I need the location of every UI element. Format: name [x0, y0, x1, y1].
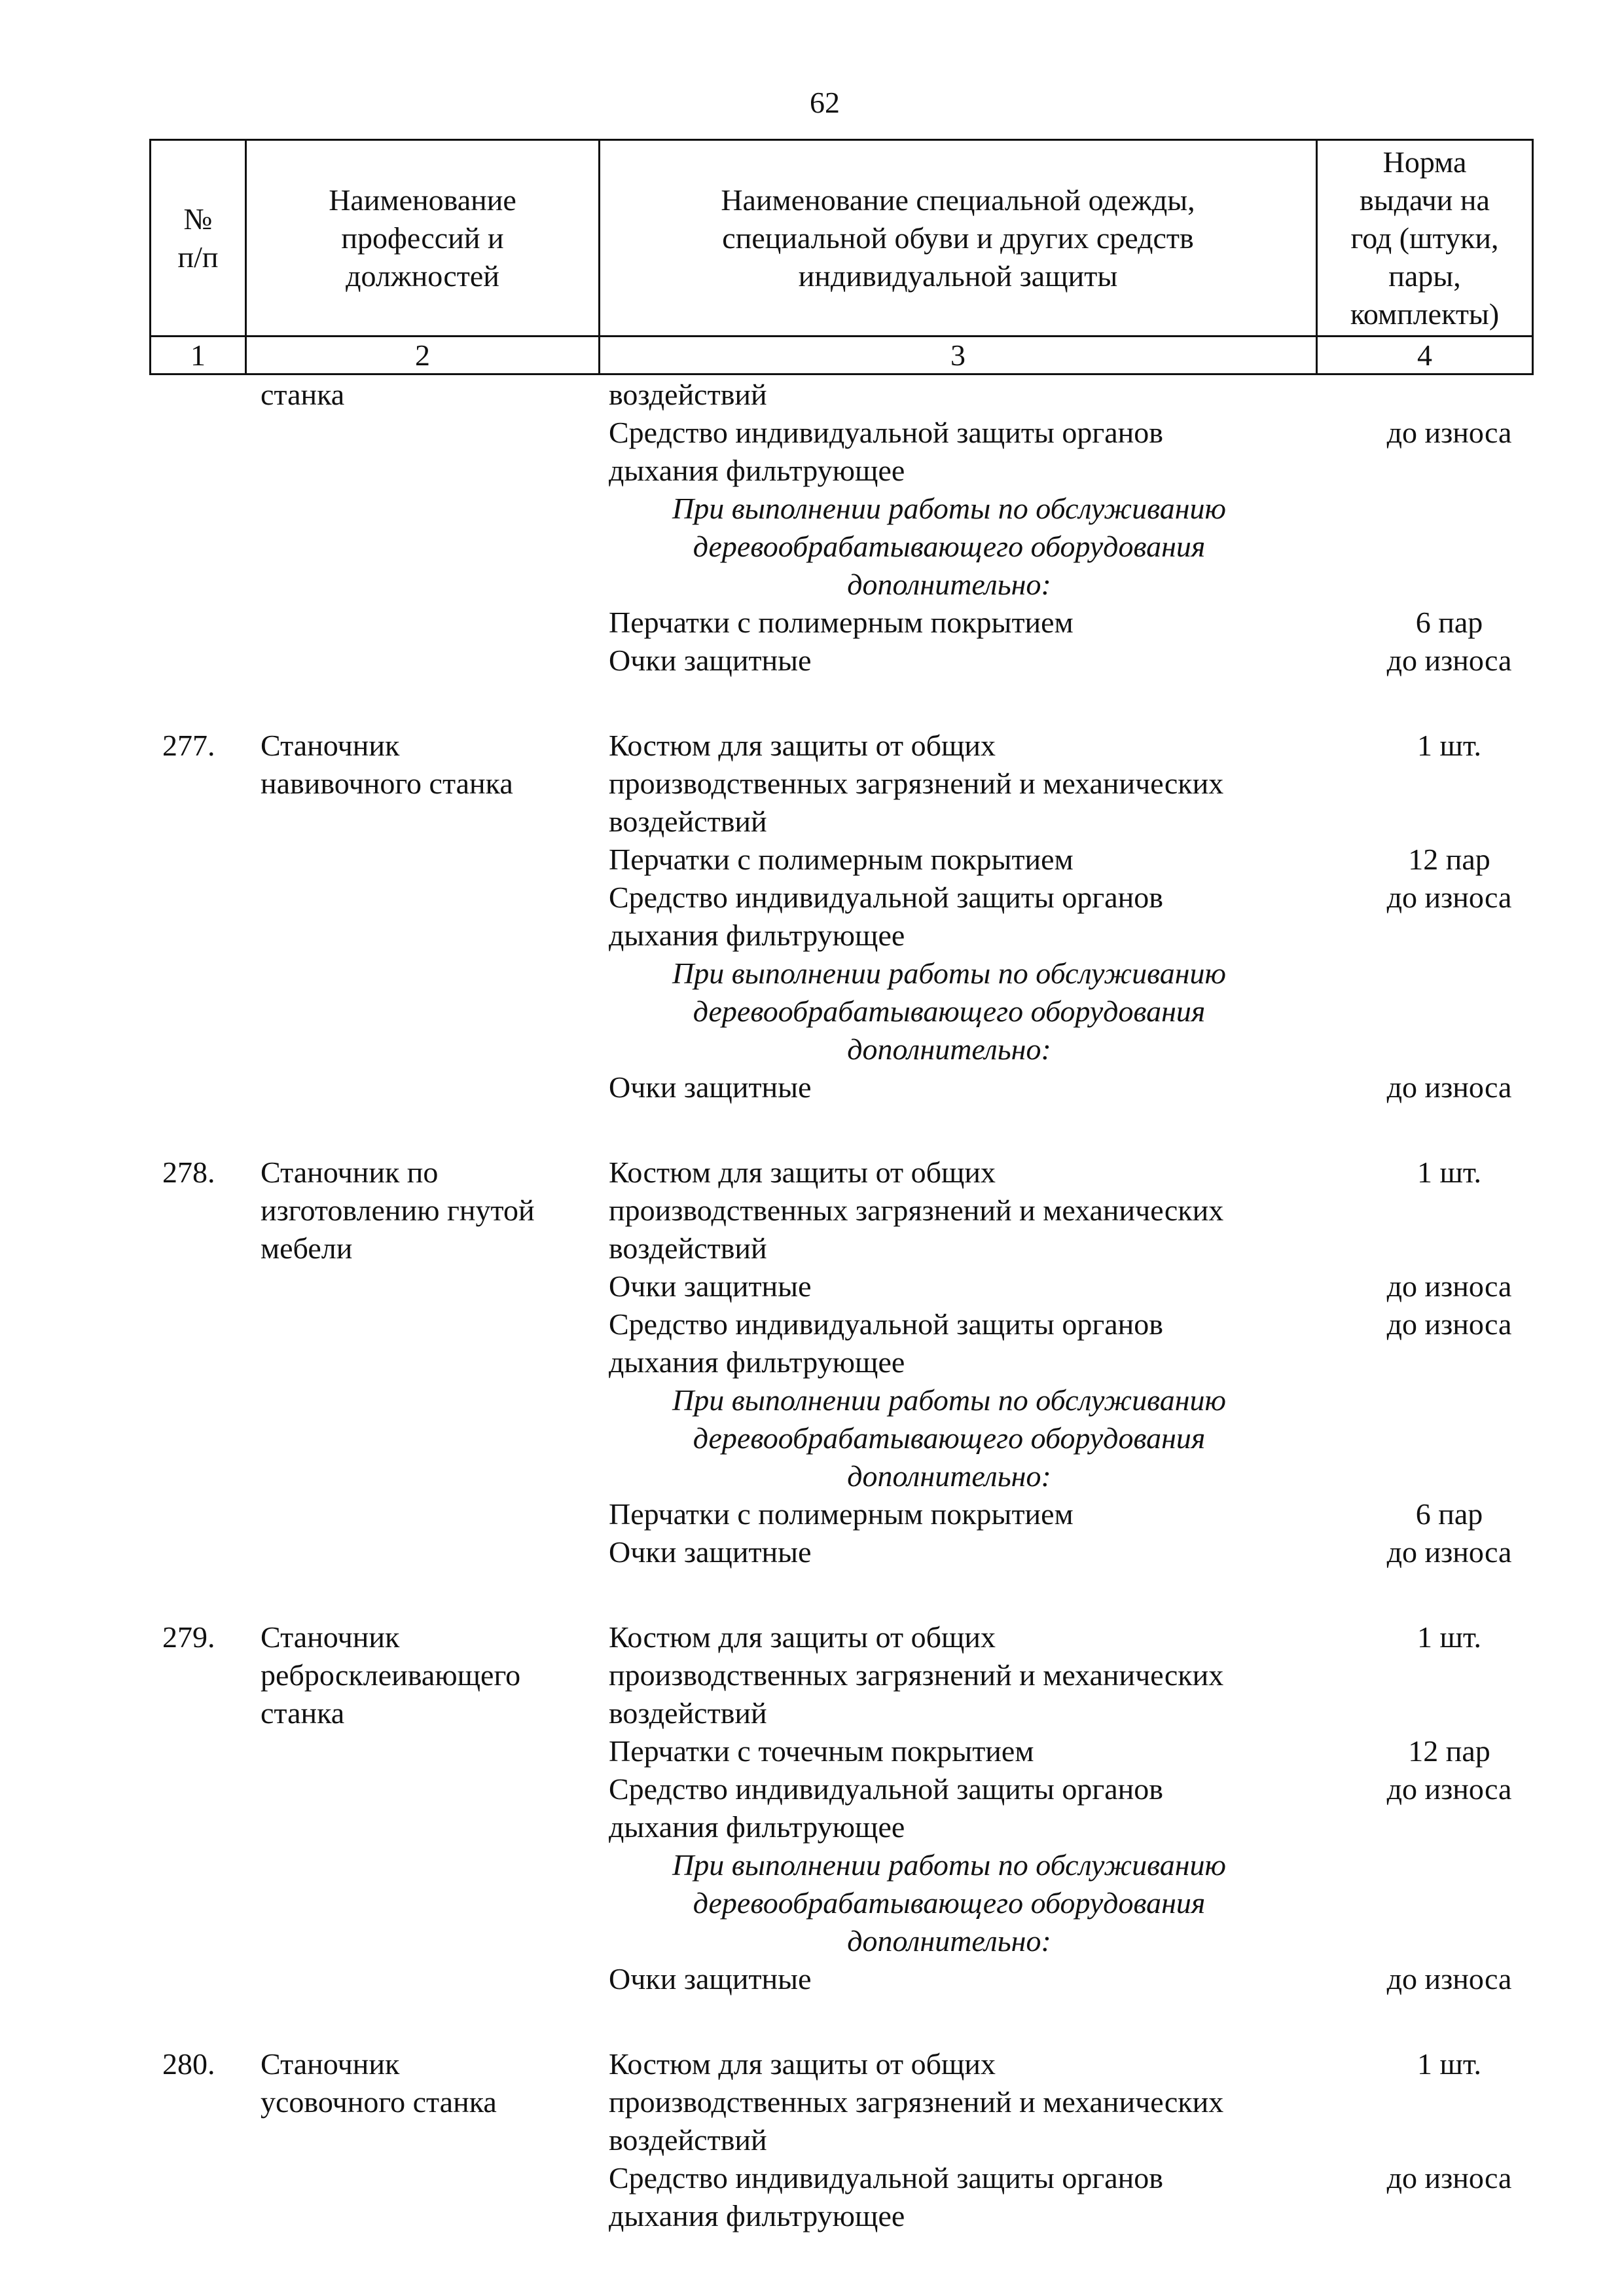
- row-number: 277.: [162, 729, 215, 762]
- header-profession: [246, 140, 600, 337]
- list-item: [609, 1770, 1512, 1846]
- item-name: Средство индивидуальной защиты органов дыхания фильтрующее: [609, 1772, 1163, 1844]
- row-number: 279.: [162, 1620, 215, 1654]
- item-name: Костюм для защиты от общих производственных загрязнений и механических воздействий: [609, 729, 1224, 838]
- list-item: [609, 1618, 1482, 1732]
- table-row: [0, 1618, 1624, 1998]
- list-item: [609, 1068, 1512, 1106]
- header-equipment: [600, 140, 1317, 337]
- item-name: Средство индивидуальной защиты органов дыхания фильтрующее: [609, 1307, 1163, 1379]
- column-number-1: 1: [151, 337, 246, 374]
- item-norm: 1 шт.: [1416, 729, 1482, 762]
- row-number: 280.: [162, 2047, 215, 2081]
- additional-note: При выполнении работы по обслуживанию деревообрабатывающего оборудования дополнительно:: [672, 492, 1226, 601]
- header-number: [151, 140, 246, 337]
- item-name: Очки защитные: [609, 1962, 812, 1995]
- header-equipment-text: Наименование специальной одежды, специальной обуви и других средств индивидуальной защиты: [721, 183, 1195, 293]
- profession-name: Станочник навивочного станка: [261, 729, 513, 800]
- item-norm: до износа: [1386, 1962, 1512, 1995]
- item-name: Перчатки с точечным покрытием: [609, 1734, 1034, 1768]
- item-name: Средство индивидуальной защиты органов дыхания фильтрующее: [609, 2161, 1163, 2232]
- item-name: Костюм для защиты от общих производственных загрязнений и механических воздействий: [609, 2047, 1224, 2157]
- item-norm: 12 пар: [1408, 843, 1490, 876]
- header-profession-text: Наименование профессий и должностей: [329, 183, 516, 293]
- table-row: [0, 727, 1624, 1106]
- header-number-text: № п/п: [177, 202, 219, 274]
- column-number-3: 3: [600, 337, 1317, 374]
- item-norm: до износа: [1386, 881, 1512, 914]
- item-name: Очки защитные: [609, 644, 812, 677]
- header-norm-text: Норма выдачи на год (штуки, пары, комплекты): [1350, 145, 1500, 331]
- table-body: [0, 376, 1624, 2235]
- list-item: [609, 1533, 1512, 1571]
- item-norm: до износа: [1386, 644, 1512, 677]
- item-norm: 12 пар: [1408, 1734, 1490, 1768]
- list-item: [609, 376, 1290, 414]
- item-name: Перчатки с полимерным покрытием: [609, 1497, 1074, 1531]
- additional-note: При выполнении работы по обслуживанию деревообрабатывающего оборудования дополнительно:: [672, 1383, 1226, 1493]
- header-norm: [1317, 140, 1533, 337]
- item-norm: 1 шт.: [1416, 1620, 1482, 1654]
- item-name: Костюм для защиты от общих производственных загрязнений и механических воздействий: [609, 1620, 1224, 1730]
- additional-note: При выполнении работы по обслуживанию деревообрабатывающего оборудования дополнительно:: [672, 957, 1226, 1066]
- list-item: [609, 2159, 1512, 2235]
- item-norm: 6 пар: [1415, 606, 1483, 639]
- list-item: [609, 1267, 1512, 1305]
- item-name: Костюм для защиты от общих производственных загрязнений и механических воздействий: [609, 1156, 1224, 1265]
- item-norm: 1 шт.: [1416, 1156, 1482, 1189]
- item-name: Перчатки с полимерным покрытием: [609, 843, 1074, 876]
- list-item: [609, 1960, 1512, 1998]
- column-number-2: 2: [246, 337, 600, 374]
- item-norm: до износа: [1386, 1269, 1512, 1303]
- item-norm: до износа: [1386, 416, 1512, 449]
- page-number: 62: [810, 86, 840, 119]
- list-item: [609, 604, 1483, 642]
- list-item: [609, 414, 1512, 490]
- list-item: [609, 879, 1512, 955]
- list-item: [609, 1495, 1483, 1533]
- table-row: [0, 2045, 1624, 2235]
- table-row: [0, 1154, 1624, 1571]
- table-header: [149, 139, 1534, 375]
- item-norm: до износа: [1386, 1307, 1512, 1341]
- profession-name: станка: [261, 378, 345, 411]
- item-name: Перчатки с полимерным покрытием: [609, 606, 1074, 639]
- item-name: Очки защитные: [609, 1535, 812, 1569]
- item-name: Очки защитные: [609, 1070, 812, 1104]
- item-norm: до износа: [1386, 1772, 1512, 1806]
- profession-name: Станочник по изготовлению гнутой мебели: [261, 1156, 535, 1265]
- table-row-continued: [0, 376, 1624, 680]
- column-number-4: 4: [1317, 337, 1533, 374]
- list-item: [609, 2045, 1482, 2159]
- row-number: 278.: [162, 1156, 215, 1189]
- item-norm: 1 шт.: [1416, 2047, 1482, 2081]
- list-item: [609, 727, 1482, 841]
- item-norm: до износа: [1386, 1535, 1512, 1569]
- item-norm: 6 пар: [1415, 1497, 1483, 1531]
- item-name: Средство индивидуальной защиты органов дыхания фильтрующее: [609, 881, 1163, 952]
- list-item: [609, 1732, 1490, 1770]
- list-item: [609, 642, 1512, 680]
- profession-name: Станочник усовочного станка: [261, 2047, 497, 2119]
- list-item: [609, 841, 1490, 879]
- item-name: Средство индивидуальной защиты органов дыхания фильтрующее: [609, 416, 1163, 487]
- list-item: [609, 1305, 1512, 1381]
- additional-note: При выполнении работы по обслуживанию деревообрабатывающего оборудования дополнительно:: [672, 1848, 1226, 1958]
- item-name: воздействий: [609, 378, 767, 411]
- item-norm: до износа: [1386, 1070, 1512, 1104]
- list-item: [609, 1154, 1482, 1267]
- item-name: Очки защитные: [609, 1269, 812, 1303]
- item-norm: до износа: [1386, 2161, 1512, 2195]
- profession-name: Станочник ребросклеивающего станка: [261, 1620, 521, 1730]
